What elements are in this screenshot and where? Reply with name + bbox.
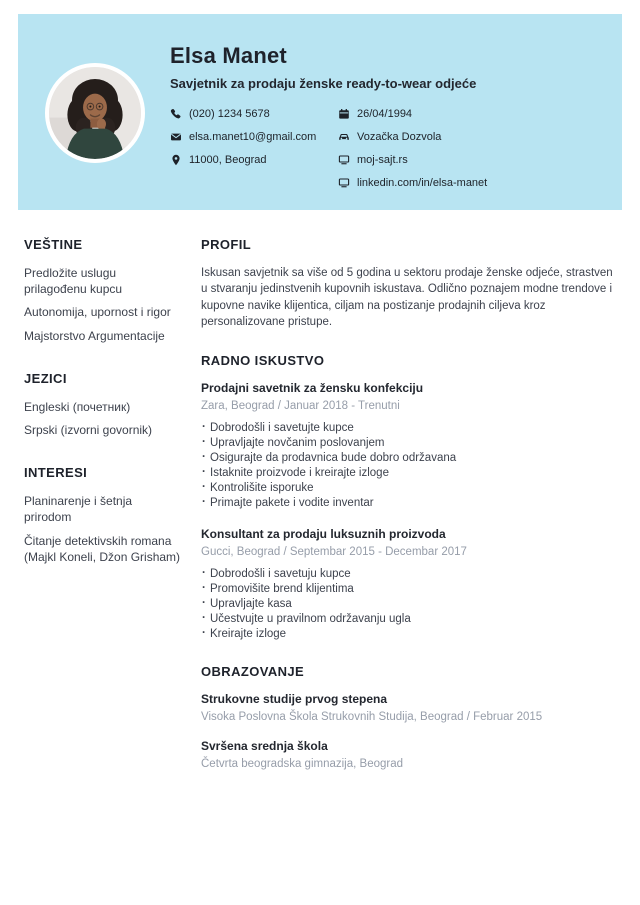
job-title: Prodajni savetnik za žensku konfekciju (201, 381, 424, 396)
job-bullet: · Istaknite proizvode i kreirajte izloge (201, 466, 616, 480)
profile-heading: PROFIL (201, 237, 252, 252)
job-bullet: · Upravljajte kasa (201, 597, 616, 611)
section-languages (24, 371, 182, 438)
job-bullet: · Kreirajte izloge (201, 627, 616, 641)
job-bullet: · Osigurajte da prodavnica bude dobro održavana (201, 451, 616, 465)
job-entry (201, 527, 616, 641)
job-bullet: · Upravljajte novčanim poslovanjem (201, 436, 616, 450)
contact-info (170, 102, 538, 194)
job-bullet: · Kontrolišite isporuke (201, 481, 616, 495)
education-entry (201, 692, 616, 723)
experience-heading: RADNO ISKUSTVO (201, 353, 325, 369)
car-icon (338, 131, 350, 143)
education-title: Svršena srednja škola (201, 739, 328, 754)
section-experience (201, 353, 616, 641)
location-icon (170, 154, 182, 166)
section-skills (24, 237, 182, 344)
section-interests (24, 465, 182, 565)
skill-item: Predložite uslugu prilagođenu kupcu (24, 266, 123, 297)
section-education (201, 664, 616, 770)
person-job-title: Savjetnik za prodaju ženske ready-to-wear odjeće (170, 76, 477, 91)
job-meta: Gucci, Beograd / Septembar 2015 - Decembar 2017 (201, 546, 467, 559)
language-item: Srpski (izvorni govornik) (24, 422, 153, 437)
contact-column-left (170, 102, 338, 194)
contact-drivers-license-text: Vozačka Dozvola (357, 130, 442, 143)
contact-phone-text: (020) 1234 5678 (189, 107, 270, 120)
education-title: Strukovne studije prvog stepena (201, 692, 388, 707)
email-icon (170, 131, 182, 143)
sidebar (24, 237, 182, 793)
resume-header (18, 14, 622, 210)
education-heading: OBRAZOVANJE (201, 664, 305, 680)
website-icon (338, 154, 350, 166)
avatar (45, 63, 145, 163)
job-bullet: · Dobrodošli i savetuju kupce (201, 567, 616, 581)
job-entry (201, 381, 616, 510)
main-column (201, 237, 616, 793)
interests-heading: INTERESI (24, 465, 88, 481)
skill-item: Autonomija, upornost i rigor (24, 305, 171, 320)
contact-website (338, 148, 538, 171)
contact-location-text: 11000, Beograd (189, 153, 267, 166)
education-meta: Četvrta beogradska gimnazija, Beograd (201, 758, 404, 771)
avatar-illustration (49, 67, 141, 159)
skill-item: Majstorstvo Argumentacije (24, 328, 165, 343)
linkedin-icon (338, 177, 350, 189)
person-name: Elsa Manet (170, 43, 287, 68)
profile-text: Iskusan savjetnik sa više od 5 godina u sektoru prodaje ženske odjeće, strastven u stvaranju jedinstvenih kupovnih iskustava. Odlično poznajem modne trendove i kupovne navike klijentica, ciljam na postizanje prodajnih ciljeva kroz personalizovane pristupe. (201, 267, 613, 328)
job-bullet: · Primajte pakete i vodite inventar (201, 496, 616, 510)
interest-item: Planinarenje i šetnja prirodom (24, 494, 133, 525)
contact-website-text: moj-sajt.rs (357, 153, 408, 166)
education-entry (201, 739, 616, 770)
contact-phone (170, 102, 338, 125)
languages-heading: JEZICI (24, 370, 67, 386)
section-profile (201, 237, 616, 330)
language-item: Engleski (почетник) (24, 399, 131, 414)
education-meta: Visoka Poslovna Škola Strukovnih Studija, Beograd / Februar 2015 (201, 711, 543, 724)
job-bullet: · Dobrodošli i savetujte kupce (201, 421, 616, 435)
contact-birthdate-text: 26/04/1994 (357, 107, 413, 120)
contact-birthdate (338, 102, 538, 125)
contact-drivers-license (338, 125, 538, 148)
resume-body (0, 210, 640, 793)
skills-heading: VEŠTINE (24, 237, 83, 252)
phone-icon (170, 108, 182, 120)
contact-email (170, 125, 338, 148)
contact-linkedin-text: linkedin.com/in/elsa-manet (357, 176, 488, 189)
interest-item: Čitanje detektivskih romana (Majkl Koneli, Džon Grisham) (24, 533, 181, 564)
contact-column-right (338, 102, 538, 194)
job-title: Konsultant za prodaju luksuznih proizvoda (201, 527, 446, 542)
job-meta: Zara, Beograd / Januar 2018 - Trenutni (201, 400, 400, 413)
contact-location (170, 148, 338, 171)
contact-email-text: elsa.manet10@gmail.com (189, 130, 317, 143)
calendar-icon (338, 108, 350, 120)
job-bullet: · Promovišite brend klijentima (201, 582, 616, 596)
job-bullet: · Učestvujte u pravilnom održavanju ugla (201, 612, 616, 626)
contact-linkedin (338, 171, 538, 194)
